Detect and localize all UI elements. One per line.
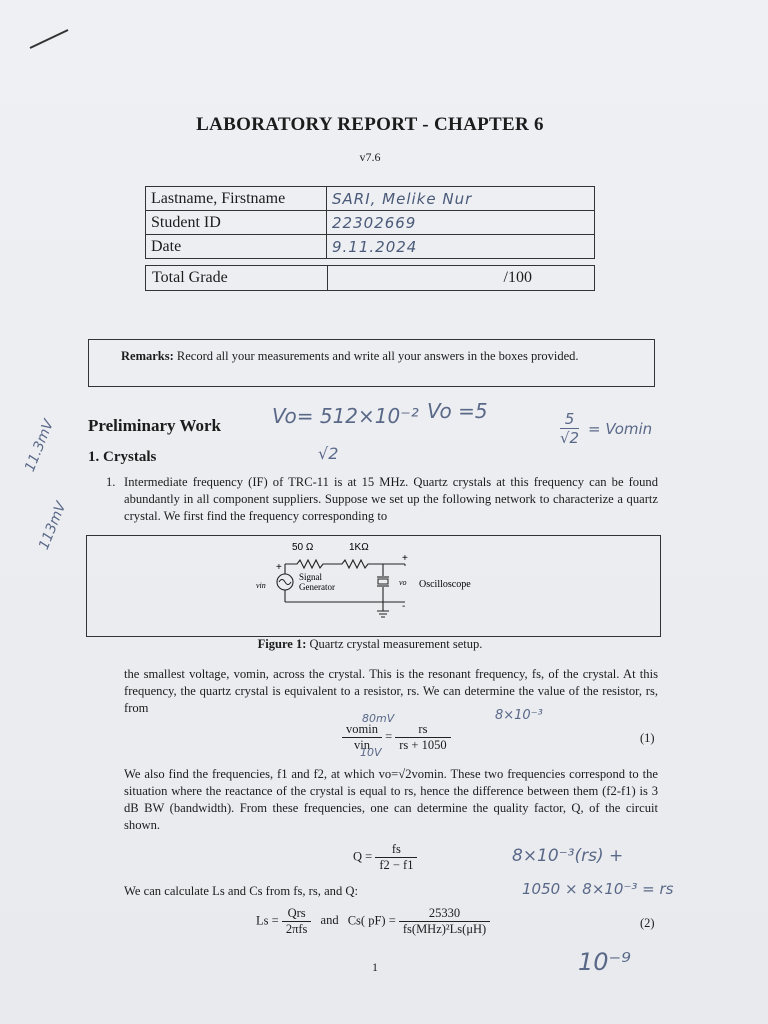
svg-text:Generator: Generator [299,582,335,592]
table-row [146,235,595,259]
total-grade-row [145,265,595,291]
name-label: Lastname, Firstname [146,187,327,211]
paragraph-intro: 1. Intermediate frequency (IF) of TRC-11 is at 15 MHz. Quartz crystals at this frequency can be found abundantly in all component suppliers. Suppose we set up the following network to characterize a quartz crystal. We first find the frequency corresponding to [106,475,658,523]
handwriting-q-side-1: 8×10⁻³(rs) + [512,846,624,866]
paragraph-resonance: the smallest voltage, vomin, across the crystal. This is the resonant frequency, fs, of the crystal. At this frequency, the quartz crystal is equivalent to a resistor, rs. We can determine the value of the resistor, rs, from [124,667,658,715]
handwriting-margin-1: 11.3mV [22,417,58,474]
handwriting-vomin: = Vomin [588,420,653,438]
table-row [146,211,595,235]
paragraph-ls-cs: We can calculate Ls and Cs from fs, rs, and Q: [124,884,358,898]
remarks-text: Record all your measurements and write all your answers in the boxes provided. [176,349,579,363]
equation-q: Q = $\frac{fs}{f2 - f1}$ [353,842,417,873]
student-id-label: Student ID [146,211,327,235]
handwriting-q-side-2: 1050 × 8×10⁻³ = rs [522,880,674,898]
handwriting-vo-eq: Vo= 512×10⁻² [272,404,419,428]
handwriting-eq1-num: 80mV [362,712,395,725]
circuit-diagram [87,536,660,636]
name-value: SARI, Melike Nur [327,187,595,211]
total-grade-max: /100 [503,269,532,286]
r1-label: 50 Ω [292,542,314,553]
date-label: Date [146,235,327,259]
subsection-heading: 1. Crystals [88,449,157,465]
equation-2: Ls = $\frac{\text{Qrs}}{\text{2πfs}}$ and Cs( pF) = $\frac{25330}{\text{fs(MHz)²Ls(μH)}}$ [256,906,490,937]
section-heading: Preliminary Work [88,416,222,435]
svg-text:+: + [402,553,408,564]
handwriting-eq1-side: 8×10⁻³ [495,708,543,723]
remarks-box [88,339,655,387]
remarks-label: Remarks: [121,349,174,363]
r2-label: 1KΩ [349,542,369,553]
student-id-value: 22302669 [327,211,595,235]
equation-1: $\frac{vomin}{\text{vin}}$ = $\frac{rs}{rs + 1050}$ [342,722,451,753]
handwriting-bottom: 10⁻⁹ [578,948,631,976]
vin-label: vin [256,581,266,590]
total-grade-label: Total Grade [152,269,228,286]
handwriting-margin-2: 113mV [36,499,70,552]
handwriting-sqrt2: √2 [318,444,339,463]
date-value: 9.11.2024 [327,235,595,259]
svg-text:-: - [402,601,406,612]
pen-mark [28,26,72,52]
vo-label: vo [399,578,407,587]
report-title: LABORATORY REPORT - CHAPTER 6 [196,114,544,135]
handwriting-vo5: Vo =5 [427,399,488,423]
circuit-figure [86,535,661,637]
student-info-table [145,186,595,259]
figure-caption: Figure 1: Quartz crystal measurement setup. [257,637,483,651]
paragraph-bandwidth: We also find the frequencies, f1 and f2, at which vo=√2vomin. These two frequencies correspond to the situation where the reactance of the crystal is equal to rs, hence the difference between them (f2-f1) is 3 dB BW (bandwidth). From these frequencies, one can determine the quality factor, Q, of the circuit shown. [124,767,658,832]
page-number: 1 [372,960,378,974]
handwriting-eq1-den: 10V [360,746,382,759]
crystal-symbol [378,579,388,584]
item-number: 1. [106,475,116,489]
equation-2-number: (2) [640,916,655,930]
oscilloscope-label: Oscilloscope [419,579,471,590]
table-row [146,187,595,211]
handwriting-fraction: 5 √2 [560,410,580,447]
resistors [285,560,405,568]
svg-text:Signal: Signal [299,572,323,582]
version-label: v7.6 [359,150,381,164]
equation-1-number: (1) [640,731,655,745]
svg-text:+: + [276,562,282,573]
